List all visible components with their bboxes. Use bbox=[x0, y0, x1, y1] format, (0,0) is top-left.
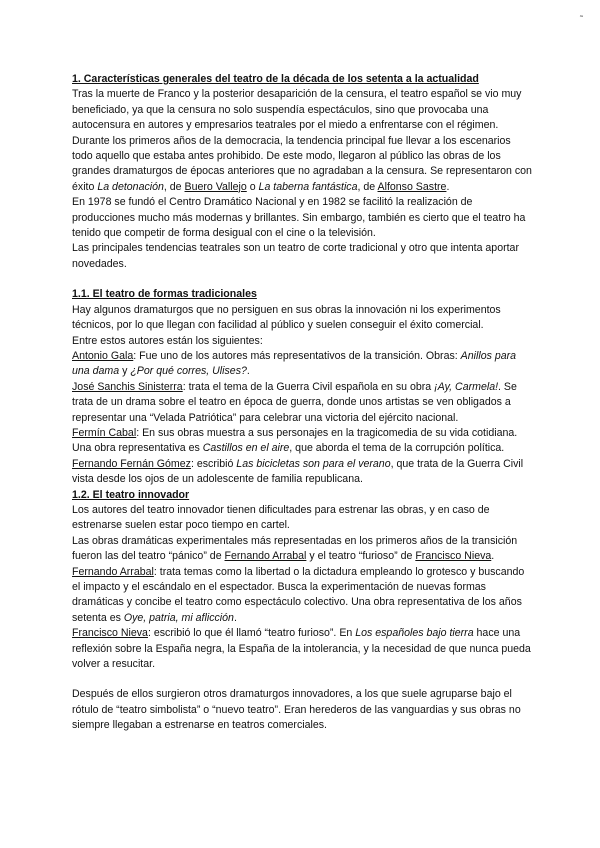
author-entry-cabal: Fermín Cabal: En sus obras muestra a sus personajes en la tragicomedia de su vida cotidiana. Una obra representativa es Castillos en el aire, que aborda el tema de la corrupción política. bbox=[72, 426, 518, 455]
section-1-heading: 1. Características generales del teatro de la década de los setenta a la actualidad bbox=[72, 73, 479, 85]
author-entry-nieva: Francisco Nieva: escribió lo que él llamó “teatro furioso”. En Los españoles bajo tierra hace una reflexión sobre la España negra, la España de la intolerancia, y la necesidad de que nunca pueda volver a resucitar. bbox=[72, 627, 531, 671]
section-1-1-intro: Hay algunos dramaturgos que no persiguen en sus obras la innovación ni los experimentos técnicos, por lo que llegan con facilidad al público y suelen conseguir el éxito comercial. bbox=[72, 303, 501, 332]
author-link: Alfonso Sastre bbox=[377, 180, 447, 193]
author-name: Antonio Gala bbox=[72, 349, 134, 362]
work-title: ¡Ay, Carmela! bbox=[434, 380, 499, 393]
author-entry-sanchis: José Sanchis Sinisterra: trata el tema de la Guerra Civil española en su obra ¡Ay, Carmela!. Se trata de un drama sobre el teatro en época de guerra, donde unos artistas se ven obligados a representar una “Velada Patriótica” para celebrar una victoria del ejército nacional. bbox=[72, 380, 517, 424]
author-name: Fernando Fernán Gómez bbox=[72, 457, 191, 470]
section-1-paragraph-3: En 1978 se fundó el Centro Dramático Nacional y en 1982 se facilitó la realización de producciones mucho más modernas y brillantes. Sin embargo, también es cierto que el teatro ha tenido que competir de forma desigual con el cine o la televisión. bbox=[72, 196, 526, 240]
author-entry-arrabal: Fernando Arrabal: trata temas como la libertad o la dictadura empleando lo grotesco y buscando el impacto y el escándalo en el espectador. Busca la experimentación de nuevas formas dramáticas y concibe el teatro como espectáculo colectivo. Una obra representativa de los años setenta es Oye, patria, mi aflicción. bbox=[72, 565, 525, 624]
author-link: Francisco Nieva bbox=[415, 550, 492, 563]
author-link: Fernando Arrabal bbox=[224, 550, 307, 563]
section-1-1-intro-2: Entre estos autores están los siguientes: bbox=[72, 334, 263, 347]
author-name: Francisco Nieva bbox=[72, 627, 148, 640]
work-title: Oye, patria, mi aflicción bbox=[123, 611, 234, 624]
work-title: Las bicicletas son para el verano bbox=[236, 457, 391, 470]
section-1-2-closing-paragraph: Después de ellos surgieron otros dramaturgos innovadores, a los que suele agruparse bajo el rótulo de “teatro simbolista” o “nuevo teatro”. Eran herederos de las vanguardias y sus obras no siempre llegaban a estrenarse en teatros comerciales. bbox=[72, 688, 521, 732]
author-link: Buero Vallejo bbox=[184, 180, 247, 193]
work-title: ¿Por qué corres, Ulises? bbox=[130, 365, 247, 378]
author-name: Fermín Cabal bbox=[72, 426, 137, 439]
document-body bbox=[72, 72, 532, 734]
spacer bbox=[72, 272, 532, 287]
work-title: La detonación bbox=[97, 180, 164, 193]
section-1-paragraph-4: Las principales tendencias teatrales son un teatro de corte tradicional y otro que intenta aportar novedades. bbox=[72, 242, 519, 270]
work-title: Los españoles bajo tierra bbox=[355, 627, 474, 640]
work-title: Castillos en el aire bbox=[202, 442, 290, 455]
work-title: Anillos para una dama bbox=[72, 349, 517, 378]
author-entry-gomez: Fernando Fernán Gómez: escribió Las bicicletas son para el verano, que trata de la Guerra Civil vista desde los ojos de un adolescente de familia republicana. bbox=[72, 457, 524, 486]
author-name: Fernando Arrabal bbox=[72, 565, 154, 578]
section-1-paragraph-2: Durante los primeros años de la democracia, la tendencia principal fue llevar a los escenarios todo aquello que estaba antes prohibido. De este modo, llegaron al público las obras de los grandes dramaturgos de épocas anteriores que no agradaban a la censura. Se representaron con éxito La detonación, de Buero Vallejo o La taberna fantástica, de Alfonso Sastre. bbox=[72, 134, 532, 193]
author-entry-gala: Antonio Gala: Fue uno de los autores más representativos de la transición. Obras: Anillos para una dama y ¿Por qué corres, Ulises?. bbox=[72, 349, 517, 378]
author-name: José Sanchis Sinisterra bbox=[72, 380, 183, 393]
section-1-1-heading: 1.1. El teatro de formas tradicionales bbox=[72, 288, 257, 301]
work-title: La taberna fantástica bbox=[258, 180, 358, 193]
spacer bbox=[72, 672, 532, 687]
section-1-2-paragraph-2: Las obras dramáticas experimentales más representadas en los primeros años de la transición fueron las del teatro “pánico” de Fernando Arrabal y el teatro “furioso” de Francisco Nieva. bbox=[72, 534, 518, 563]
section-1-2-paragraph-1: Los autores del teatro innovador tienen dificultades para estrenar las obras, y en caso de estrenarse suelen estar poco tiempo en cartel. bbox=[72, 503, 490, 532]
section-1-2-heading: 1.2. El teatro innovador bbox=[72, 488, 190, 501]
corner-mark: ˜ bbox=[580, 14, 583, 24]
section-1-paragraph-1: Tras la muerte de Franco y la posterior desaparición de la censura, el teatro español se vio muy beneficiado, ya que la censura no solo suspendía espectáculos, sino que provocaba una autocensura en autores y empresarios teatrales por el miedo a enfrentarse con el régimen. bbox=[72, 88, 522, 132]
